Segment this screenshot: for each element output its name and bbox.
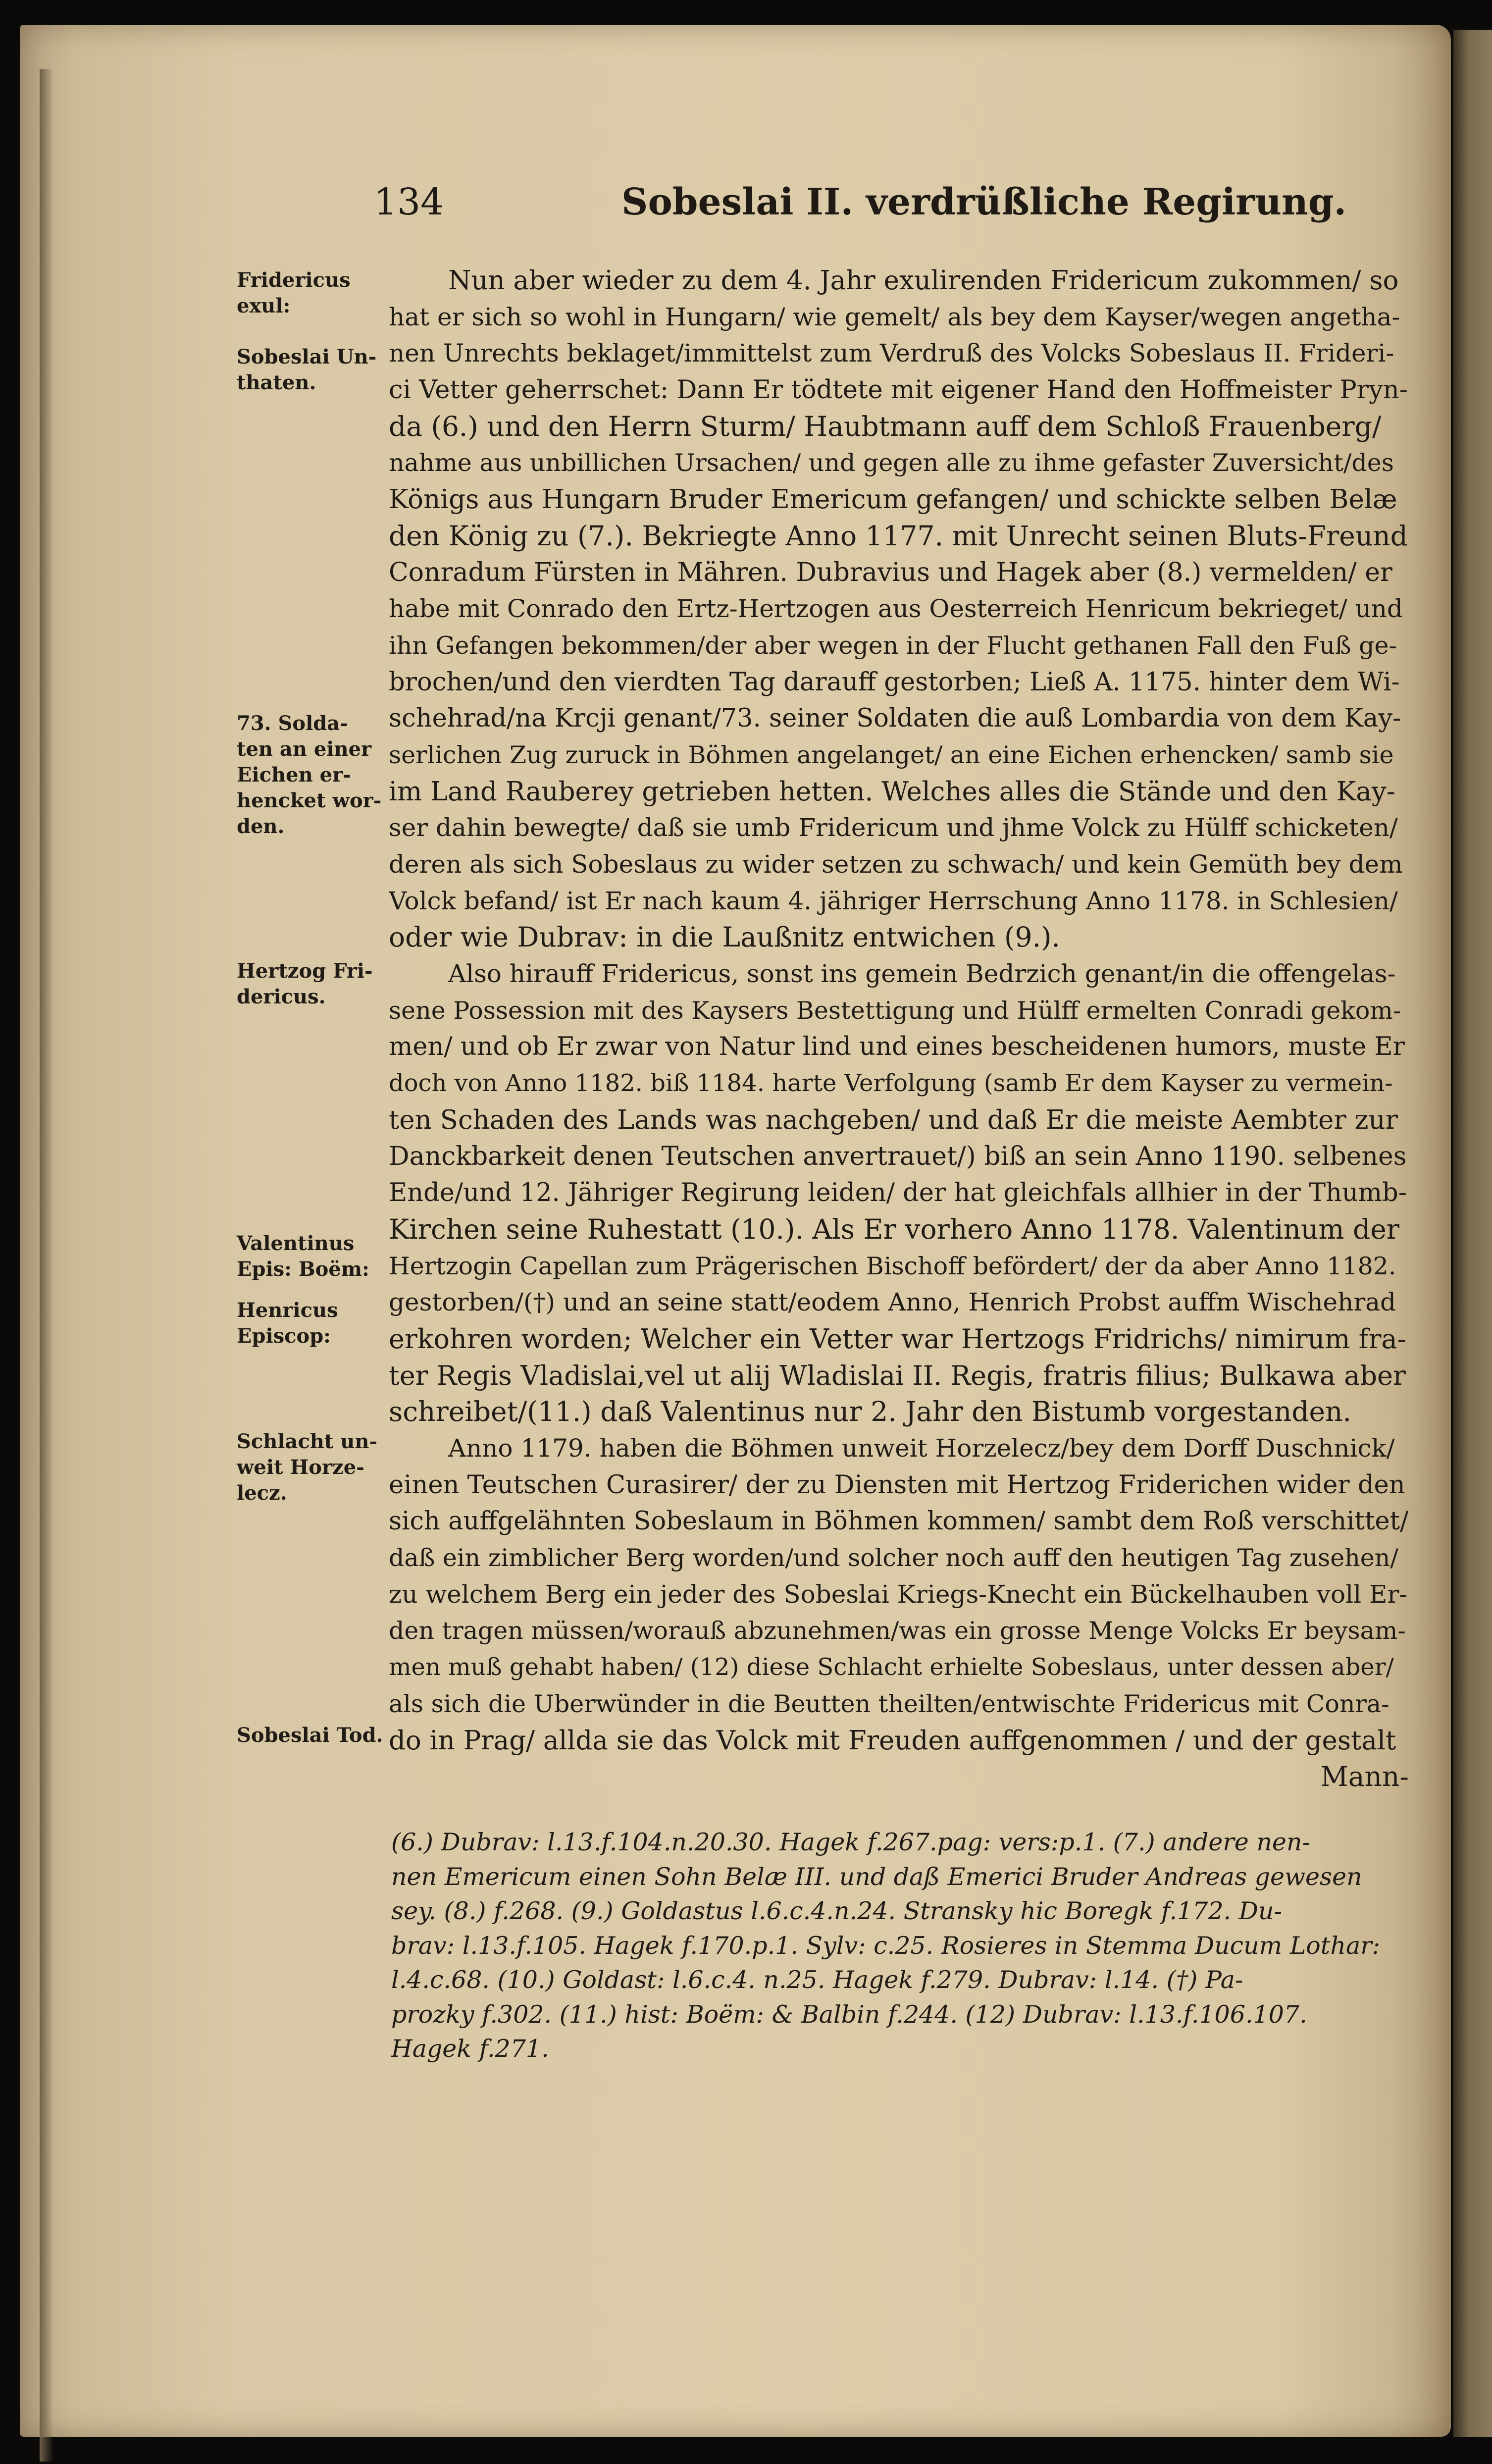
text-line: einen Teutschen Curasirer/ der zu Diensten mit Hertzog Friderichen wider den — [389, 1470, 1405, 1500]
text-line: Anno 1179. haben die Böhmen unweit Horzelecz/bey dem Dorff Duschnick/ — [448, 1434, 1395, 1463]
text-line: Hertzogin Capellan zum Prägerischen Bischoff befördert/ der da aber Anno 1182. — [389, 1252, 1396, 1280]
margin-note-line: Hertzog Fri- — [237, 959, 373, 983]
margin-note-line: Episcop: — [237, 1324, 331, 1348]
footnote-line: Hagek f.271. — [391, 2035, 549, 2063]
text-line: schehrad/na Krcji genant/73. seiner Soldaten die auß Lombardia von dem Kay- — [389, 704, 1401, 734]
margin-note-sobeslai-unthaten — [237, 344, 385, 396]
margin-note-line: exul: — [237, 294, 291, 317]
text-line: als sich die Uberwünder in die Beutten theilten/entwischte Fridericus mit Conra- — [389, 1689, 1389, 1718]
footnote-line: prozky f.302. (11.) hist: Boëm: & Balbin f.244. (12) Dubrav: l.13.f.106.107. — [391, 2000, 1307, 2029]
margin-note-line: den. — [237, 815, 285, 838]
margin-note-line: Valentinus — [237, 1232, 355, 1255]
text-line: men/ und ob Er zwar von Natur lind und eines bescheidenen humors, muste Er — [389, 1032, 1405, 1062]
margin-note-line: Eichen er- — [237, 763, 351, 786]
text-line: nen Unrechts beklaget/immittelst zum Verdruß des Volcks Sobeslaus II. Frideri- — [389, 339, 1394, 368]
margin-note-line: Fridericus — [237, 268, 351, 292]
footnote-line: sey. (8.) f.268. (9.) Goldastus l.6.c.4.n.24. Stransky hic Boregk f.172. Du- — [391, 1897, 1283, 1925]
text-line: serlichen Zug zuruck in Böhmen angelanget/ an eine Eichen erhencken/ samb sie — [389, 740, 1394, 769]
running-head: Sobeslai II. verdrüßliche Regirung. — [621, 181, 1347, 223]
text-line: Kirchen seine Ruhestatt (10.). Als Er vorhero Anno 1178. Valentinum der — [389, 1213, 1400, 1245]
text-line: Königs aus Hungarn Bruder Emericum gefangen/ und schickte selben Belæ — [389, 484, 1397, 515]
margin-note-line: hencket wor- — [237, 789, 382, 812]
margin-note-line: thaten. — [237, 371, 316, 394]
footnote-line: (6.) Dubrav: l.13.f.104.n.20.30. Hagek f.267.pag: vers:p.1. (7.) andere nen- — [391, 1828, 1311, 1856]
margin-note-line: weit Horze- — [237, 1456, 364, 1479]
text-line: do in Prag/ allda sie das Volck mit Freuden auffgenommen / und der gestalt — [389, 1725, 1396, 1756]
text-line: ten Schaden des Lands was nachgeben/ und daß Er die meiste Aembter zur — [389, 1104, 1398, 1135]
margin-note-henricus — [237, 1298, 385, 1349]
text-line: Ende/und 12. Jähriger Regirung leiden/ der hat gleichfals allhier in der Thumb- — [389, 1178, 1407, 1208]
text-line: gestorben/(†) und an seine statt/eodem Anno, Henrich Probst auffm Wischehrad — [389, 1288, 1396, 1317]
text-line: nahme aus unbillichen Ursachen/ und gegen alle zu ihme gefaster Zuversicht/des — [389, 449, 1394, 477]
text-line: ter Regis Vladislai,vel ut alij Wladislai II. Regis, fratris filius; Bulkawa aber — [389, 1360, 1406, 1391]
margin-note-line: Sobeslai Tod. — [237, 1724, 383, 1747]
text-line: sich auffgelähnten Sobeslaum in Böhmen kommen/ sambt dem Roß verschittet/ — [389, 1507, 1409, 1536]
text-line: zu welchem Berg ein jeder des Sobeslai Kriegs-Knecht ein Bückelhauben voll Er- — [389, 1579, 1408, 1609]
text-line: im Land Rauberey getrieben hetten. Welches alles die Stände und den Kay- — [389, 776, 1395, 807]
margin-note-schlacht — [237, 1429, 385, 1506]
margin-note-soldaten — [237, 711, 385, 839]
margin-note-line: ten an einer — [237, 737, 372, 761]
margin-note-valentinus — [237, 1231, 385, 1282]
footnotes-block — [391, 1825, 1411, 2066]
text-line: hat er sich so wohl in Hungarn/ wie gemelt/ als bey dem Kayser/wegen angetha- — [389, 302, 1400, 331]
text-line: sene Possession mit des Kaysers Bestettigung und Hülff ermelten Conradi gekom- — [389, 996, 1401, 1025]
margin-note-fridericus-exul — [237, 267, 385, 319]
margin-note-sobeslai-tod — [237, 1723, 385, 1748]
text-line: oder wie Dubrav: in die Laußnitz entwichen (9.). — [389, 921, 1060, 953]
text-line: ser dahin bewegte/ daß sie umb Fridericum und jhme Volck zu Hülff schicketen/ — [389, 813, 1398, 842]
page-number: 134 — [374, 181, 444, 223]
margin-note-line: Epis: Boëm: — [237, 1258, 369, 1281]
footnote-line: nen Emericum einen Sohn Belæ III. und daß Emerici Bruder Andreas gewesen — [391, 1862, 1362, 1891]
margin-note-line: 73. Solda- — [237, 712, 348, 735]
text-line: deren als sich Sobeslaus zu wider setzen zu schwach/ und kein Gemüth bey dem — [389, 850, 1403, 879]
text-line: erkohren worden; Welcher ein Vetter war Hertzogs Fridrichs/ nimirum fra- — [389, 1323, 1406, 1355]
footnote-line: brav: l.13.f.105. Hagek f.170.p.1. Sylv: c.25. Rosieres in Stemma Ducum Lothar: — [391, 1931, 1381, 1960]
margin-note-hertzog-fridericus — [237, 958, 385, 1010]
text-line: men muß gehabt haben/ (12) diese Schlacht erhielte Sobeslaus, unter dessen aber/ — [389, 1653, 1394, 1681]
text-line: Danckbarkeit denen Teutschen anvertrauet/) biß an sein Anno 1190. selbenes — [389, 1141, 1407, 1171]
text-line: Volck befand/ ist Er nach kaum 4. jähriger Herrschung Anno 1178. in Schlesien/ — [389, 886, 1398, 915]
page-gutter-shadow — [40, 69, 53, 2462]
text-line: doch von Anno 1182. biß 1184. harte Verfolgung (samb Er dem Kayser zu vermein- — [389, 1069, 1393, 1098]
text-line: ci Vetter geherrschet: Dann Er tödtete mit eigener Hand den Hoffmeister Pryn- — [389, 375, 1408, 405]
margin-note-line: Sobeslai Un- — [237, 345, 377, 368]
text-line: brochen/und den vierdten Tag darauff gestorben; Ließ A. 1175. hinter dem Wi- — [389, 667, 1400, 697]
margin-note-line: Schlacht un- — [237, 1430, 378, 1453]
text-line: Conradum Fürsten in Mähren. Dubravius und Hagek aber (8.) vermelden/ er — [389, 557, 1392, 587]
text-line: habe mit Conrado den Ertz-Hertzogen aus Oesterreich Henricum bekrieget/ und — [389, 594, 1403, 624]
main-text-block — [389, 262, 1409, 1795]
text-line: ihn Gefangen bekommen/der aber wegen in der Flucht gethanen Fall den Fuß ge- — [389, 631, 1397, 660]
text-line: Nun aber wieder zu dem 4. Jahr exulirenden Fridericum zukommen/ so — [448, 265, 1399, 296]
text-line: den tragen müssen/worauß abzunehmen/was ein grosse Menge Volcks Er beysam- — [389, 1617, 1406, 1645]
margin-note-line: dericus. — [237, 985, 326, 1008]
next-page-edge — [1453, 30, 1492, 2437]
text-line: daß ein zimblicher Berg worden/und solcher noch auff den heutigen Tag zusehen/ — [389, 1544, 1398, 1573]
text-line: da (6.) und den Herrn Sturm/ Haubtmann auff dem Schloß Frauenberg/ — [389, 410, 1382, 442]
margin-note-line: Henricus — [237, 1299, 338, 1322]
text-line: Also hirauff Fridericus, sonst ins gemein Bedrzich genant/in die offengelas- — [448, 959, 1396, 989]
text-line: schreibet/(11.) daß Valentinus nur 2. Jahr den Bistumb vorgestanden. — [389, 1396, 1351, 1428]
catchword: Mann- — [1320, 1761, 1409, 1793]
margin-note-line: lecz. — [237, 1481, 287, 1505]
text-line: den König zu (7.). Bekriegte Anno 1177. mit Unrecht seinen Bluts-Freund — [389, 520, 1408, 552]
footnote-line: l.4.c.68. (10.) Goldast: l.6.c.4. n.25. Hagek f.279. Dubrav: l.14. (†) Pa- — [391, 1966, 1243, 1994]
